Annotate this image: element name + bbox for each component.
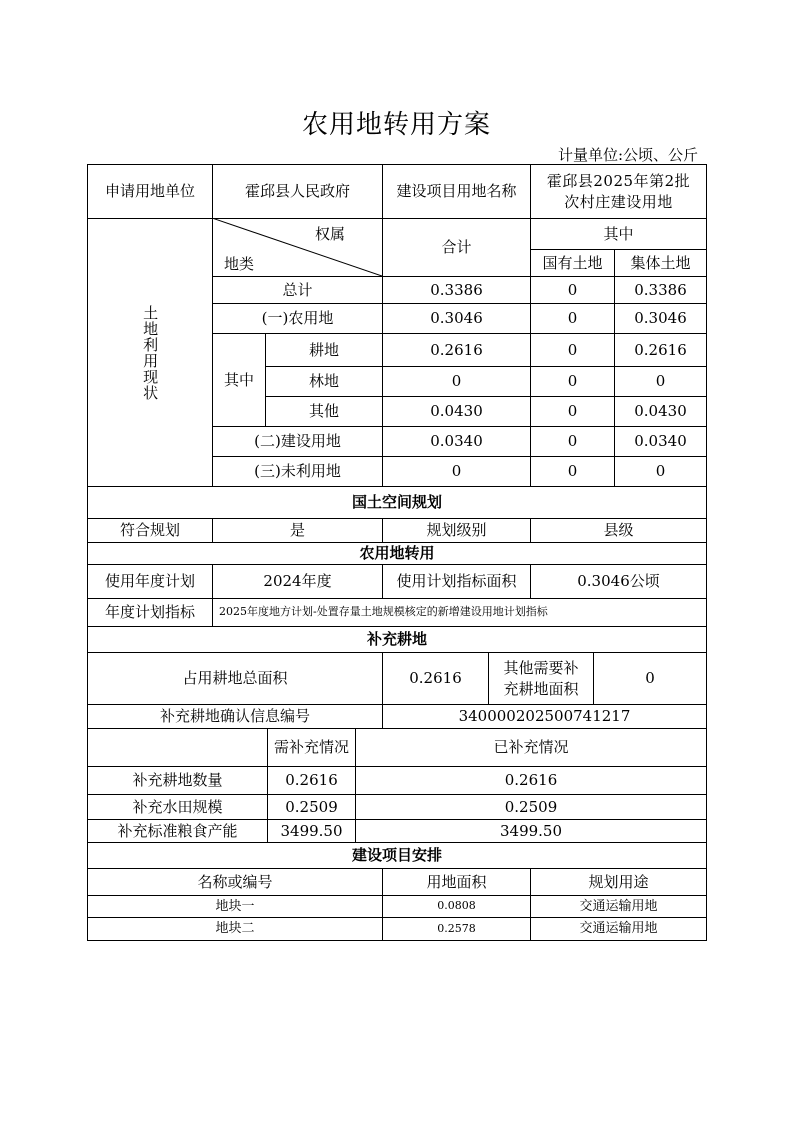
land-row-state: 0	[567, 432, 578, 451]
supplement-row-done: 0.2509	[504, 797, 558, 816]
document-title: 农用地转用方案	[301, 110, 491, 140]
land-row-collective: 0.3386	[634, 280, 687, 299]
inner-of-which-label: 其中	[223, 370, 254, 389]
supplement-row-need: 0.2509	[285, 797, 338, 816]
name-column-header: 名称或编号	[197, 872, 273, 891]
use-column-header: 规划用途	[588, 872, 649, 891]
land-row-collective: 0.3046	[634, 309, 687, 328]
supplement-section-title: 补充耕地	[366, 630, 427, 649]
land-row-state: 0	[567, 402, 578, 421]
land-row-label: 林地	[308, 372, 339, 391]
quota-label: 使用计划指标面积	[396, 572, 517, 591]
land-row-total: 0	[451, 372, 462, 391]
parcel-area: 0.2578	[437, 921, 476, 935]
supplement-row-done: 0.2616	[504, 771, 558, 790]
unit-note: 计量单位:公顷、公斤	[557, 146, 698, 164]
project-label: 建设项目用地名称	[396, 182, 517, 201]
land-row-collective: 0.2616	[634, 340, 687, 359]
supplement-row-label: 补充标准粮食产能	[117, 821, 238, 840]
supplement-row-label: 补充耕地数量	[132, 771, 223, 790]
land-row-label: (一)农用地	[261, 309, 334, 328]
land-row-total: 0.2616	[430, 340, 483, 359]
confirm-number-label: 补充耕地确认信息编号	[159, 707, 310, 726]
conversion-section-title: 农用地转用	[359, 544, 435, 563]
land-row-state: 0	[567, 372, 578, 391]
land-row-state: 0	[567, 462, 578, 481]
supplement-row-need: 0.2616	[285, 771, 338, 790]
of-which-header: 其中	[603, 224, 634, 243]
land-row-collective: 0.0430	[634, 402, 687, 421]
land-row-total: 0.0340	[430, 432, 483, 451]
land-row-total: 0.0430	[430, 402, 483, 421]
land-row-total: 0.3046	[430, 309, 483, 328]
conform-value: 是	[289, 521, 305, 540]
area-column-header: 用地面积	[426, 872, 487, 891]
supplement-row-done: 3499.50	[499, 821, 563, 840]
land-row-total: 0.3386	[430, 280, 483, 299]
occupied-area-value: 0.2616	[409, 669, 462, 688]
land-row-label: (二)建设用地	[254, 432, 341, 451]
parcel-name: 地块二	[215, 921, 255, 937]
category-label: 地类	[223, 254, 254, 273]
level-label: 规划级别	[426, 521, 487, 540]
indicator-label: 年度计划指标	[104, 603, 195, 622]
land-row-collective: 0	[655, 372, 666, 391]
supplement-row-need: 3499.50	[280, 821, 343, 840]
land-row-label: 总计	[282, 280, 313, 299]
supplement-row-label: 补充水田规模	[132, 797, 223, 816]
parcel-area: 0.0808	[437, 899, 476, 913]
other-area-label: 其他需要补充耕地面积	[503, 659, 579, 698]
land-row-state: 0	[567, 309, 578, 328]
parcel-use: 交通运输用地	[579, 898, 658, 914]
land-row-label: (三)未利用地	[254, 462, 341, 481]
land-row-total: 0	[451, 462, 462, 481]
year-plan-label: 使用年度计划	[104, 572, 195, 591]
land-status-label: 土地利用现状	[141, 304, 160, 401]
level-value: 县级	[603, 521, 634, 540]
applicant-label: 申请用地单位	[104, 182, 195, 201]
confirm-number-value: 340000202500741217	[458, 707, 631, 726]
total-column-header: 合计	[441, 238, 472, 257]
land-row-collective: 0	[655, 462, 666, 481]
parcel-use: 交通运输用地	[579, 921, 658, 937]
year-plan-value: 2024年度	[263, 572, 332, 591]
done-column-header: 已补充情况	[493, 738, 569, 757]
parcel-name: 地块一	[215, 898, 255, 914]
collective-land-header: 集体土地	[630, 253, 691, 272]
land-row-state: 0	[567, 280, 578, 299]
ownership-label: 权属	[314, 224, 345, 243]
arrangement-section-title: 建设项目安排	[351, 846, 442, 865]
other-area-value: 0	[645, 669, 655, 688]
indicator-value: 2025年度地方计划-处置存量土地规模核定的新增建设用地计划指标	[219, 605, 548, 619]
occupied-area-label: 占用耕地总面积	[182, 669, 288, 688]
land-row-collective: 0.0340	[634, 432, 687, 451]
planning-section-title: 国土空间规划	[351, 493, 442, 512]
conform-label: 符合规划	[119, 521, 180, 540]
need-column-header: 需补充情况	[273, 738, 349, 757]
project-value: 霍邱县2025年第2批次村庄建设用地	[546, 172, 691, 211]
applicant-value: 霍邱县人民政府	[244, 182, 350, 201]
quota-value: 0.3046公顷	[577, 572, 660, 591]
land-row-label: 耕地	[308, 340, 339, 359]
state-land-header: 国有土地	[542, 253, 603, 272]
land-row-label: 其他	[308, 402, 339, 421]
land-row-state: 0	[567, 340, 578, 359]
